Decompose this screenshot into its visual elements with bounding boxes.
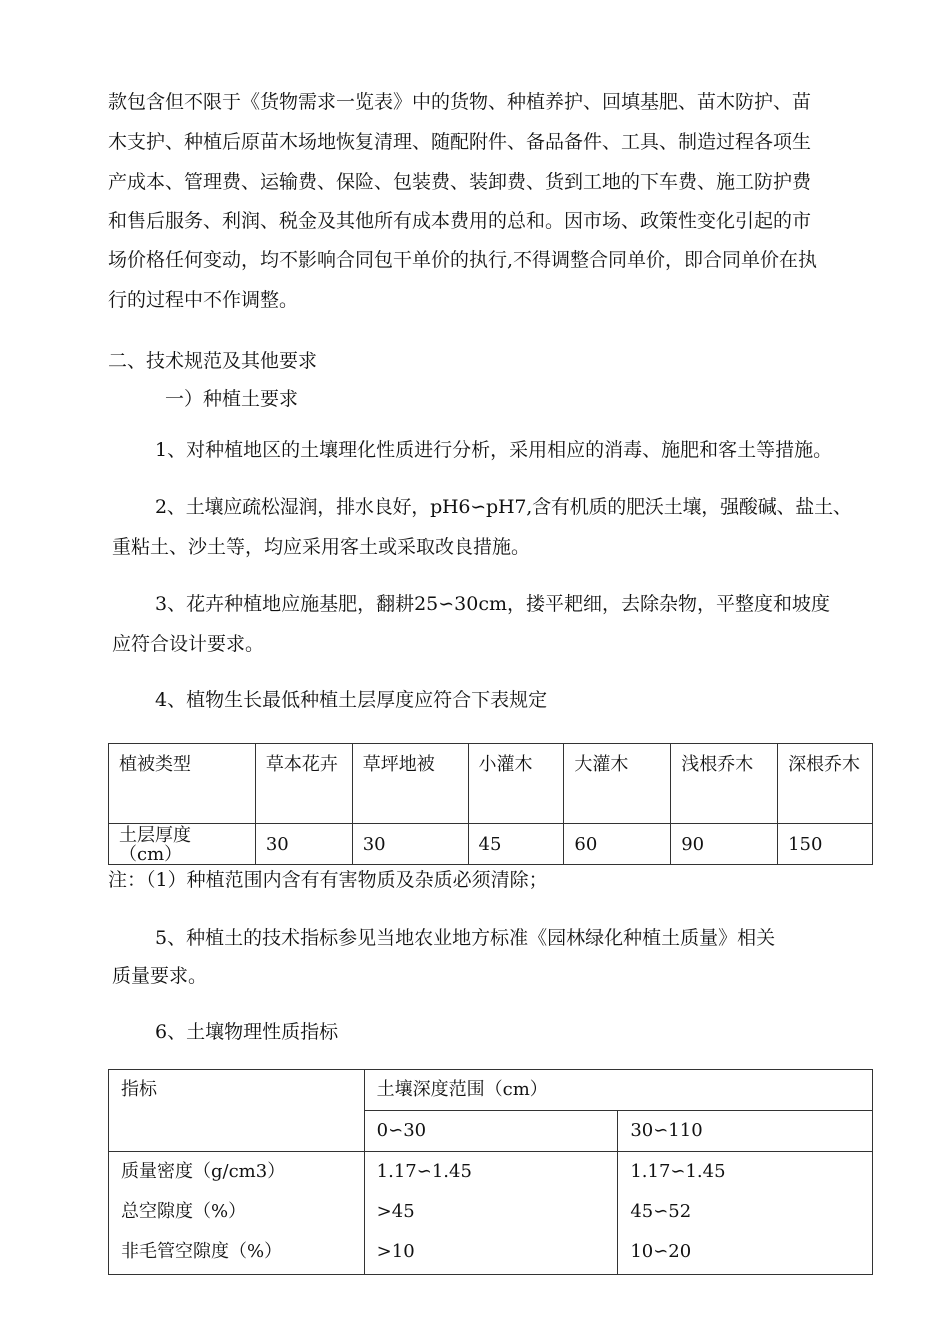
intro-line-5: 场价格任何变动，均不影响合同包干单价的执行,不得调整合同单价，即合同单价在执 <box>108 249 818 271</box>
intro-line-2: 木支护、种植后原苗木场地恢复清理、随配附件、备品备件、工具、制造过程各项生 <box>108 131 812 153</box>
table-cell <box>618 1152 873 1275</box>
item-5-line-2: 质量要求。 <box>112 965 208 987</box>
item-1: 1、对种植地区的土壤理化性质进行分析，采用相应的消毒、施肥和客土等措施。 <box>155 439 833 461</box>
soil-physical-properties-table <box>108 1069 873 1275</box>
intro-line-3: 产成本、管理费、运输费、保险、包装费、装卸费、货到工地的下车费、施工防护费 <box>108 171 812 193</box>
table-cell <box>364 1152 618 1275</box>
item-2-line-2: 重粘土、沙土等，均应采用客土或采取改良措施。 <box>112 536 531 558</box>
row-value: 1.17∽1.45 <box>376 1161 472 1182</box>
table-cell: 草本花卉 <box>255 744 352 824</box>
subsection-title: 一）种植土要求 <box>165 388 299 410</box>
table-cell: 30 <box>352 824 468 865</box>
section-title: 二、技术规范及其他要求 <box>108 350 318 372</box>
intro-line-4: 和售后服务、利润、税金及其他所有成本费用的总和。因市场、政策性变化引起的市 <box>108 210 812 232</box>
row-label: 非毛管空隙度（%） <box>121 1241 283 1262</box>
table-cell: 深根乔木 <box>778 744 873 824</box>
table-cell: 浅根乔木 <box>671 744 778 824</box>
note: 注：（1）种植范围内含有有害物质及杂质必须清除； <box>108 869 548 891</box>
item-2-line-1: 2、土壤应疏松湿润，排水良好，pH6∽pH7,含有机质的肥沃土壤，强酸碱、盐土、 <box>155 496 852 518</box>
table-cell: 45 <box>468 824 564 865</box>
table-cell: 草坪地被 <box>352 744 468 824</box>
table-header-cell: 土壤深度范围（cm） <box>364 1070 872 1111</box>
table-cell: 植被类型 <box>109 744 256 824</box>
row-label: 总空隙度（%） <box>121 1201 247 1222</box>
soil-thickness-table <box>108 743 873 865</box>
table-cell <box>109 1152 365 1275</box>
item-3-line-2: 应符合设计要求。 <box>112 633 265 655</box>
table-row <box>109 1152 873 1275</box>
table-cell: 90 <box>671 824 778 865</box>
item-4: 4、植物生长最低种植土层厚度应符合下表规定 <box>155 689 548 711</box>
table-cell: 30 <box>255 824 352 865</box>
table-cell: 大灌木 <box>564 744 671 824</box>
row-value: 10∽20 <box>630 1241 692 1262</box>
table-cell: 小灌木 <box>468 744 564 824</box>
table-header-cell: 0∽30 <box>364 1111 618 1152</box>
table-cell: 土层厚度（cm） <box>109 824 256 865</box>
row-value: >10 <box>376 1241 415 1262</box>
row-label: 质量密度（g/cm3） <box>121 1161 286 1182</box>
table-header-cell: 指标 <box>109 1070 365 1152</box>
row-value: 45∽52 <box>630 1201 692 1222</box>
table-header-row <box>109 1070 873 1111</box>
table-header-row <box>109 744 873 824</box>
table-row <box>109 824 873 865</box>
intro-line-1: 款包含但不限于《货物需求一览表》中的货物、种植养护、回填基肥、苗木防护、苗 <box>108 91 812 113</box>
item-5-line-1: 5、种植土的技术指标参见当地农业地方标准《园林绿化种植土质量》相关 <box>155 927 776 949</box>
item-3-line-1: 3、花卉种植地应施基肥，翻耕25∽30cm，搂平耙细，去除杂物，平整度和坡度 <box>155 593 831 615</box>
item-6: 6、土壤物理性质指标 <box>155 1021 339 1043</box>
table-cell: 60 <box>564 824 671 865</box>
row-value: >45 <box>376 1201 415 1222</box>
intro-line-6: 行的过程中不作调整。 <box>108 289 299 311</box>
table-cell: 150 <box>778 824 873 865</box>
row-value: 1.17∽1.45 <box>630 1161 726 1182</box>
table-header-cell: 30∽110 <box>618 1111 873 1152</box>
